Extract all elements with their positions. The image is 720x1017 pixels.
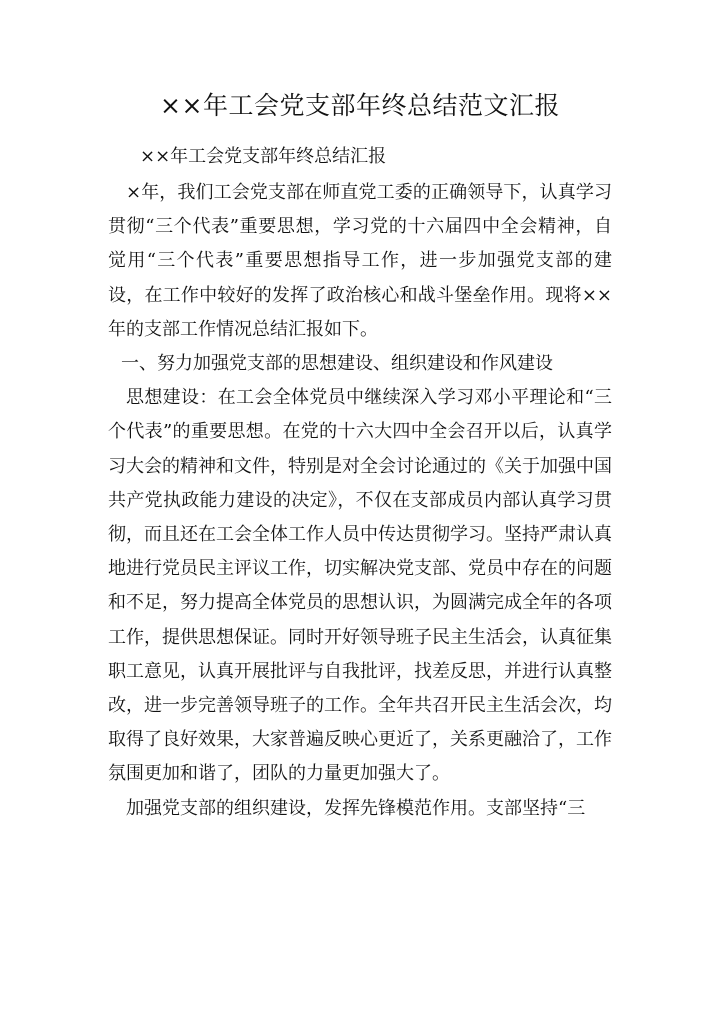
document-body <box>108 176 612 826</box>
document-title: ××年工会党支部年终总结范文汇报 <box>160 91 560 120</box>
document-subtitle: ××年工会党支部年终总结汇报 <box>140 146 387 167</box>
paragraph-organization: 加强党支部的组织建设，发挥先锋模范作用。支部坚持“三 <box>126 797 586 819</box>
section-heading-1: 一、努力加强党支部的思想建设、组织建设和作风建设 <box>121 353 553 375</box>
paragraph-intro: ×年，我们工会党支部在师直党工委的正确领导下，认真学习贯彻“三个代表”重要思想，学习党的十六届四中全会精神，自觉用“三个代表”重要思想指导工作，进一步加强党支部的建设，在工作中较好的发挥了政治核心和战斗堡垒作用。现将××年的支部工作情况总结汇报如下。 <box>108 182 612 340</box>
paragraph-ideology: 思想建设：在工会全体党员中继续深入学习邓小平理论和“三个代表”的重要思想。在党的十六大四中全会召开以后，认真学习大会的精神和文件，特别是对全会讨论通过的《关于加强中国共产党执政能力建设的决定》，不仅在支部成员内部认真学习贯彻，而且还在工会全体工作人员中传达贯彻学习。坚持严肃认真地进行党员民主评议工作，切实解决党支部、党员中存在的问题和不足，努力提高全体党员的思想认识，为圆满完成全年的各项工作，提供思想保证。同时开好领导班子民主生活会，认真征集职工意见，认真开展批评与自我批评，找差反思，并进行认真整改，进一步完善领导班子的工作。全年共召开民主生活会次，均取得了良好效果，大家普遍反映心更近了，关系更融洽了，工作氛围更加和谐了，团队的力量更加强大了。 <box>108 387 612 785</box>
